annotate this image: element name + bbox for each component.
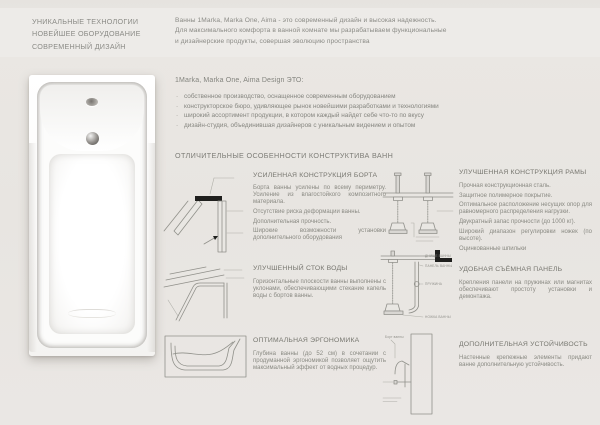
feature-text-frame [459, 183, 592, 255]
bathtub-right-skirt [147, 143, 155, 352]
diagram-label: НОЖКА ВАННЫ [425, 315, 451, 320]
feature-title-drain: УЛУЧШЕННЫЙ СТОК ВОДЫ [253, 265, 348, 272]
feature-paragraph: Широкий диапазон регулировки ножек (по высоте). [459, 228, 592, 242]
feature-title-rim: УСИЛЕННАЯ КОНСТРУКЦИЯ БОРТА [253, 172, 378, 179]
diagram-label: ДНИЩЕ ВАННЫ [425, 254, 451, 259]
feature-text-rim [253, 185, 386, 245]
diagram-label: ПАНЕЛЬ ВАННЫ [425, 264, 453, 269]
diagram-label: Борт ванны [385, 335, 404, 339]
tagline-line: УНИКАЛЬНЫЕ ТЕХНОЛОГИИ [32, 17, 139, 26]
brand-bullet: · собственное производство, оснащенное современным оборудованием [175, 92, 485, 102]
tagline-line: НОВЕЙШЕЕ ОБОРУДОВАНИЕ [32, 29, 141, 39]
bathtub-top-view-image [29, 75, 155, 356]
bathtub-floor-ridge [68, 309, 116, 318]
feature-paragraph: Отсутствие риска деформации ванны. [253, 208, 361, 215]
feature-paragraph: Прочная конструкционная сталь. [459, 183, 551, 189]
diagram-label: ПРУЖИНА [425, 282, 443, 287]
feature-paragraph: Крепления панели на пружинах или магнитах обеспечивают простоту установки и демонтажа. [459, 280, 592, 301]
brand-bullet: · широкий ассортимент продукции, в котором каждый найдет себе что-то по вкусу [175, 111, 485, 121]
feature-paragraph: Горизонтальные плоскости ванны выполнены с уклонами, обеспечивающими стекание капель воды с бортов ванны. [253, 279, 386, 300]
bathtub-floor [49, 154, 135, 334]
brand-bullet-list [175, 92, 485, 131]
wall-bracket-diagram [381, 332, 455, 418]
feature-title-wall: ДОПОЛНИТЕЛЬНАЯ УСТОЙЧИВОСТЬ [459, 341, 588, 348]
removable-panel-diagram [379, 248, 459, 332]
feature-paragraph: Борта ванны усилены по всему периметру. Усиление из влагостойкого композитного материала. [253, 185, 386, 206]
intro-line: Ванны 1Marka, Marka One, Aima - это современный дизайн и высокая надежность. [175, 17, 437, 24]
section-title: ОТЛИЧИТЕЛЬНЫЕ ОСОБЕННОСТИ КОНСТРУКТИВА ВАНН [175, 151, 394, 160]
feature-title-ergo: ОПТИМАЛЬНАЯ ЭРГОНОМИКА [253, 337, 360, 344]
feature-title-panel: УДОБНАЯ СЪЁМНАЯ ПАНЕЛЬ [459, 266, 563, 273]
intro-line: и дизайнерские продукты, совершая эволюцию пространства [175, 37, 370, 45]
brand-bullet: · конструкторское бюро, удивляющее рынок новейшими разработками и технологиями [175, 102, 485, 112]
feature-paragraph: Защитное полимерное покрытие. [459, 192, 553, 199]
intro-paragraph [175, 16, 475, 47]
feature-paragraph: Оцинкованные шпильки [459, 245, 527, 252]
bathtub-left-skirt [29, 143, 37, 352]
feature-paragraph: Дополнительная прочность. [253, 218, 332, 225]
brand-bullet: · дизайн-студия, объединившая дизайнеров с уникальным видением и опытом [175, 121, 485, 131]
feature-text-ergo [253, 351, 386, 375]
tagline-line: СОВРЕМЕННЫЙ ДИЗАЙН [32, 41, 126, 51]
feature-text-panel [459, 280, 592, 304]
chrome-drain [86, 132, 99, 145]
feature-paragraph: Глубина ванны (до 52 см) в сочетании с продуманной эргономикой позволяет ощутить максимальный эффект от водных процедур. [253, 351, 386, 372]
feature-paragraph: Широкие возможности установки дополнительного оборудования [253, 228, 386, 242]
feature-text-wall [459, 355, 592, 372]
feature-paragraph: Оптимальное расположение несущих опор для равномерного распределения нагрузки. [459, 202, 592, 216]
ergonomics-side-profile-diagram [163, 330, 249, 382]
water-drain-slope-diagram [162, 256, 250, 330]
feature-title-frame: УЛУЧШЕННАЯ КОНСТРУКЦИЯ РАМЫ [459, 169, 587, 176]
feature-paragraph: Двукратный запас прочности (до 1000 кг). [459, 219, 576, 226]
intro-line: Для максимального комфорта в ванной комнате мы разрабатываем функциональные [175, 27, 447, 35]
frame-legs-diagram [381, 167, 457, 245]
feature-paragraph: Настенные крепежные элементы придают ванне дополнительную устойчивость. [459, 355, 592, 369]
bathtub-basin [37, 82, 147, 348]
overflow-hole [86, 98, 98, 106]
tagline [32, 16, 192, 53]
feature-text-drain [253, 279, 386, 303]
rim-cross-section-diagram [162, 167, 248, 261]
brand-heading: 1Marka, Marka One, Aima Design ЭТО: [175, 77, 304, 84]
